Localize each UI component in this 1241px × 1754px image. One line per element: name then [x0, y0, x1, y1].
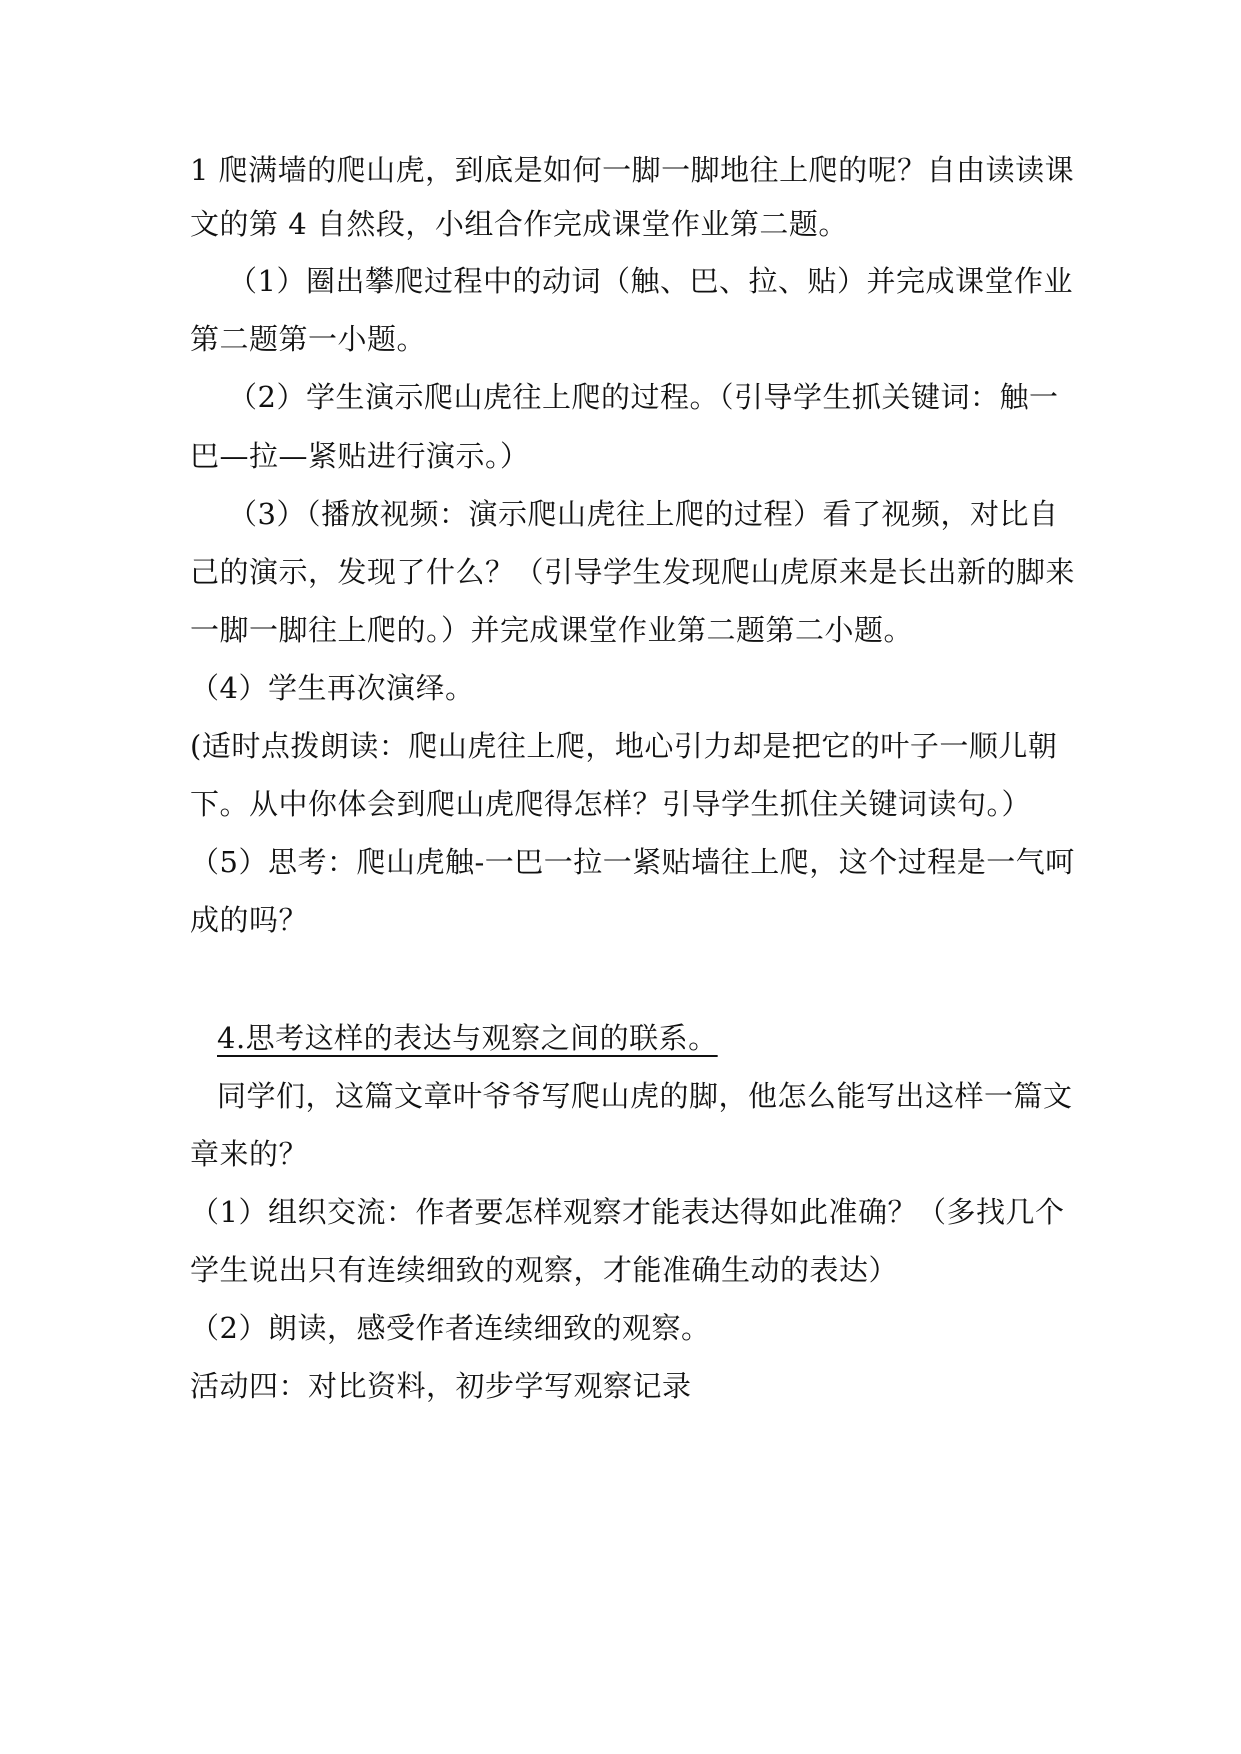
- text-line: （3）（播放视频：演示爬山虎往上爬的过程）看了视频，对比自: [228, 497, 1059, 531]
- text-line: 第二题第一小题。: [190, 322, 427, 356]
- text-line: 成的吗？: [190, 903, 309, 937]
- text-line: （2）学生演示爬山虎往上爬的过程。（引导学生抓关键词：触一: [228, 380, 1059, 414]
- text-line: 学生说出只有连续细致的观察，才能准确生动的表达）: [190, 1253, 899, 1287]
- text-line: (适时点拨朗读：爬山虎往上爬，地心引力却是把它的叶子一顺儿朝: [190, 729, 1058, 763]
- section-heading: 4.思考这样的表达与观察之间的联系。: [217, 1021, 718, 1055]
- text-line: 章来的？: [190, 1137, 309, 1171]
- text-line: 下。从中你体会到爬山虎爬得怎样？引导学生抓住关键词读句。）: [190, 787, 1032, 821]
- text-line: 文的第 4 自然段，小组合作完成课堂作业第二题。: [190, 207, 848, 241]
- text-line: （2）朗读，感受作者连续细致的观察。: [190, 1311, 711, 1345]
- text-line: 巴—拉—紧贴进行演示。）: [190, 439, 530, 473]
- text-line: 己的演示，发现了什么？（引导学生发现爬山虎原来是长出新的脚来: [190, 555, 1076, 589]
- text-line: 1 爬满墙的爬山虎，到底是如何一脚一脚地往上爬的呢？自由读读课: [190, 153, 1075, 187]
- text-line: （4）学生再次演绎。: [190, 671, 475, 705]
- text-line: （5）思考：爬山虎触-一巴一拉一紧贴墙往上爬，这个过程是一气呵: [190, 845, 1075, 879]
- text-line: 一脚一脚往上爬的。）并完成课堂作业第二题第二小题。: [190, 613, 914, 647]
- activity-heading: 活动四：对比资料，初步学写观察记录: [190, 1369, 692, 1403]
- text-line: （1）圈出攀爬过程中的动词（触、巴、拉、贴）并完成课堂作业: [228, 264, 1073, 298]
- text-line: 同学们，这篇文章叶爷爷写爬山虎的脚，他怎么能写出这样一篇文: [217, 1079, 1073, 1113]
- text-line: （1）组织交流：作者要怎样观察才能表达得如此准确？（多找几个: [190, 1195, 1065, 1229]
